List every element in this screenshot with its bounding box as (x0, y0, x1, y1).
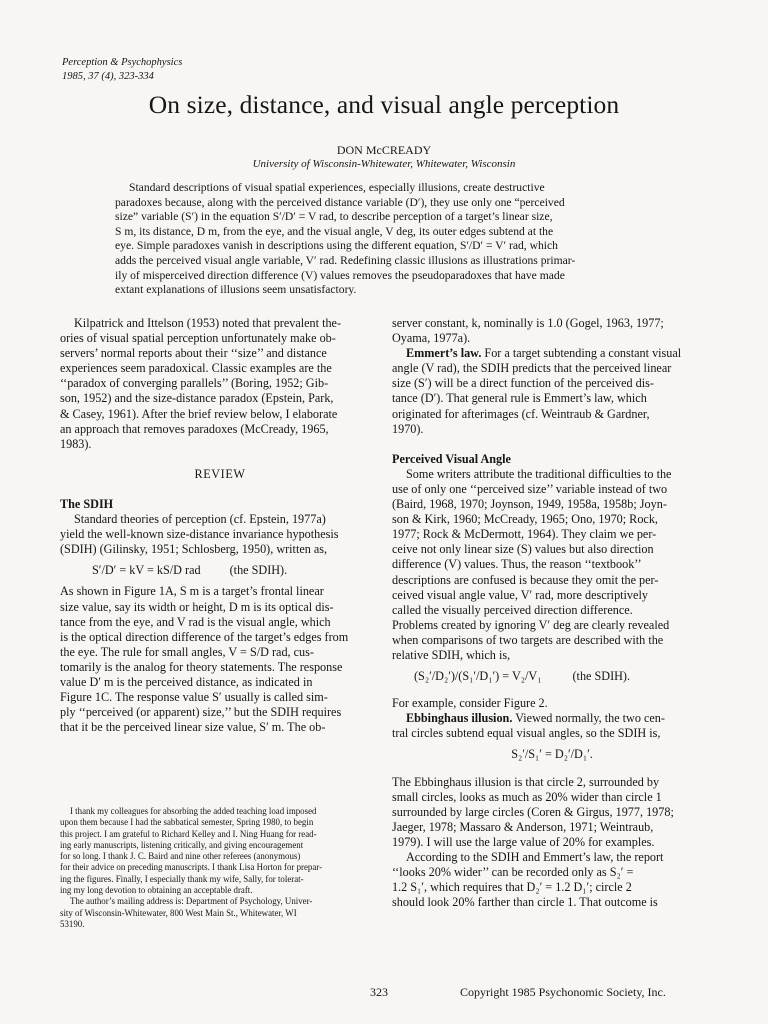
body-line: angle (V rad), the SDIH predicts that the perceived linear (392, 361, 672, 376)
body-line: tomarily is the analog for theory statements. The response (60, 659, 343, 674)
abstract-line: extant explanations of illusions seem unsatisfactory. (115, 283, 357, 297)
abstract-line: paradoxes because, along with the perceived distance variable (D′), they use only one “perceived (115, 195, 565, 209)
abstract-line: Standard descriptions of visual spatial experiences, especially illusions, create destructive (129, 181, 545, 194)
footnote-line: I thank my colleagues for absorbing the added teaching load imposed (70, 806, 317, 816)
body-line: Figure 1C. The response value S′ usually is called sim- (60, 690, 328, 705)
subsection-heading: Perceived Visual Angle (392, 451, 511, 466)
body-line: 1979). I will use the large value of 20% for examples. (392, 834, 655, 849)
body-line: & Casey, 1961). After the brief review below, I elaborate (60, 406, 338, 421)
body-line: use of only one ‘‘perceived size’’ variable instead of two (392, 481, 668, 496)
author-affiliation: University of Wisconsin-Whitewater, Whitewater, Wisconsin (252, 158, 516, 170)
body-line: Kilpatrick and Ittelson (1953) noted that prevalent the- (74, 316, 342, 330)
body-line (392, 346, 712, 361)
copyright-notice: Copyright 1985 Psychonomic Society, Inc. (460, 985, 666, 999)
body-line: Jaeger, 1978; Massaro & Anderson, 1971; Weintraub, (392, 819, 654, 834)
footnote-line: ing early manuscripts, listening critically, and giving encouragement (60, 839, 304, 850)
runin-text: For a target subtending a constant visual (484, 346, 682, 361)
abstract-line: size” variable (S′) in the equation S′/D′ = V rad, to describe perception of a target’s linear size, (115, 210, 553, 224)
body-line: ‘‘looks 20% wider’’ can be recorded only as S₂′ = (392, 865, 634, 880)
article-title: On size, distance, and visual angle perception (148, 90, 620, 119)
body-line: Oyama, 1977a). (392, 331, 471, 346)
abstract-line: S m, its distance, D m, from the eye, and the visual angle, V deg, its outer edges subtend at the (115, 224, 554, 238)
body-line: For example, consider Figure 2. (392, 696, 548, 711)
body-line: ories of visual spatial perception unfortunately make ob- (60, 331, 336, 346)
equation-text: (S₂′/D₂′)/(S₁′/D₁′) = V₂/V₁ (414, 669, 542, 684)
body-line: The Ebbinghaus illusion is that circle 2, surrounded by (392, 774, 660, 789)
footnote-line: this project. I am grateful to Richard Kelley and I. Ning Huang for read- (60, 828, 317, 839)
section-heading: REVIEW (194, 466, 246, 481)
equation-ratio: S₂′/S₁′ = D₂′/D₁′. (511, 747, 593, 762)
footnote-line: ing my long devotion to obtaining an acceptable draft. (60, 885, 253, 896)
body-line: son, 1952) and the size-distance paradox (Epstein, Park, (60, 391, 334, 406)
runin-text: Viewed normally, the two cen- (515, 711, 665, 726)
left-column (60, 316, 380, 735)
footnote-line: for their advice on preceding manuscripts. I thank Lisa Horton for prepar- (60, 862, 323, 873)
body-line: tance (D′). That general rule is Emmert’s law, which (392, 391, 647, 406)
footnote (60, 806, 380, 930)
abstract (115, 181, 663, 298)
right-column (392, 316, 712, 910)
footnote-line: ing the figures. Finally, I especially thank my wife, Sally, for tolerat- (60, 873, 304, 884)
body-line: descriptions are confused is because they omit the per- (392, 572, 659, 587)
body-line: ceive not only linear size (S) values but also direction (392, 542, 654, 557)
runin-heading: Ebbinghaus illusion. (406, 711, 513, 726)
body-line: ceived visual angle value, V′ rad, more descriptively (392, 587, 648, 602)
body-line: servers’ normal reports about their ‘‘size’’ and distance (60, 346, 327, 361)
body-line: size (S′) will be a direct function of the perceived dis- (392, 376, 654, 391)
body-line: small circles, looks as much as 20% wider than circle 1 (392, 789, 662, 804)
equation-relative-sdih (392, 669, 712, 684)
footnote-line: sity of Wisconsin-Whitewater, 800 West Main St., Whitewater, WI (60, 907, 297, 918)
body-line: size value, say its width or height, D m is its optical dis- (60, 599, 334, 614)
body-line: 1970). (392, 421, 424, 436)
body-line: that it be the perceived linear size value, S′ m. The ob- (60, 720, 326, 735)
body-line: when comparisons of two targets are described with the (392, 632, 664, 647)
author-name: DON McCREADY (336, 143, 432, 157)
footnote-line: 53190. (60, 918, 85, 929)
body-line: As shown in Figure 1A, S m is a target’s frontal linear (60, 584, 324, 599)
body-line: Problems created by ignoring V′ deg are clearly revealed (392, 617, 670, 632)
journal-citation: 1985, 37 (4), 323-334 (62, 71, 154, 82)
body-line: originated for afterimages (cf. Weintraub & Gardner, (392, 406, 650, 421)
body-line: experiences seem paradoxical. Classic examples are the (60, 361, 332, 376)
body-line: 1977; Rock & McDermott, 1964). They claim we per- (392, 527, 657, 542)
body-line: is the optical direction difference of the target’s edges from (60, 629, 349, 644)
body-line: the eye. The rule for small angles, V = S/D rad, cus- (60, 644, 314, 659)
body-line: tance from the eye, and V rad is the visual angle, which (60, 614, 331, 629)
body-line: Standard theories of perception (cf. Epstein, 1977a) (74, 512, 326, 527)
abstract-line: eye. Simple paradoxes vanish in descriptions using the different equation, S′/D′ = V′ rad, which (115, 239, 558, 253)
body-line: server constant, k, nominally is 1.0 (Gogel, 1963, 1977; (392, 316, 664, 330)
subsection-heading: The SDIH (60, 496, 114, 511)
body-line: tral circles subtend equal visual angles, so the SDIH is, (392, 726, 661, 741)
body-line: (Baird, 1968, 1970; Joynson, 1949, 1958a, 1958b; Joyn- (392, 497, 667, 512)
abstract-line: adds the perceived visual angle variable, V′ rad. Redefining classic illusions as illustrations primar- (115, 253, 576, 267)
body-line: 1983). (60, 436, 92, 451)
body-line: Some writers attribute the traditional difficulties to the (406, 466, 672, 481)
page-number: 323 (370, 985, 388, 999)
footnote-line: upon them because I had the sabbatical semester, Spring 1980, to begin (60, 817, 314, 828)
body-line: yield the well-known size-distance invariance hypothesis (60, 527, 339, 542)
equation-text: S′/D′ = kV = kS/D rad (92, 563, 201, 578)
body-line: ‘‘paradox of converging parallels’’ (Boring, 1952; Gib- (60, 376, 329, 391)
body-line (392, 711, 712, 726)
body-line: surrounded by large circles (Coren & Girgus, 1977, 1978; (392, 804, 674, 819)
body-line: 1.2 S₁′, which requires that D₂′ = 1.2 D₁′; circle 2 (392, 880, 632, 895)
body-line: value D′ m is the perceived distance, as indicated in (60, 674, 313, 689)
body-line: should look 20% farther than circle 1. That outcome is (392, 895, 658, 910)
body-line: relative SDIH, which is, (392, 647, 511, 662)
body-line: ply ‘‘perceived (or apparent) size,’’ but the SDIH requires (60, 705, 342, 720)
footnote-line: The author’s mailing address is: Department of Psychology, Univer- (70, 896, 313, 907)
body-line: called the visually perceived direction difference. (392, 602, 633, 617)
equation-label: (the SDIH). (572, 669, 631, 684)
body-line: difference (V) values. Thus, the reason ‘‘textbook’’ (392, 557, 642, 572)
abstract-line: ily of misperceived direction difference (V) values removes the pseudoparadoxes that have made (115, 268, 565, 282)
body-line: son & Kirk, 1960; McCready, 1965; Ono, 1970; Rock, (392, 512, 658, 527)
body-line: (SDIH) (Gilinsky, 1951; Schlosberg, 1950), written as, (60, 542, 328, 557)
equation-sdih (60, 563, 380, 578)
runin-heading: Emmert’s law. (406, 346, 482, 361)
body-line: According to the SDIH and Emmert’s law, the report (406, 850, 664, 864)
journal-header (62, 56, 182, 84)
journal-name: Perception & Psychophysics (62, 57, 183, 68)
body-line: an approach that removes paradoxes (McCready, 1965, (60, 421, 329, 436)
equation-label: (the SDIH). (229, 563, 288, 578)
footnote-line: for so long. I thank J. C. Baird and nine other referees (anonymous) (60, 851, 301, 862)
